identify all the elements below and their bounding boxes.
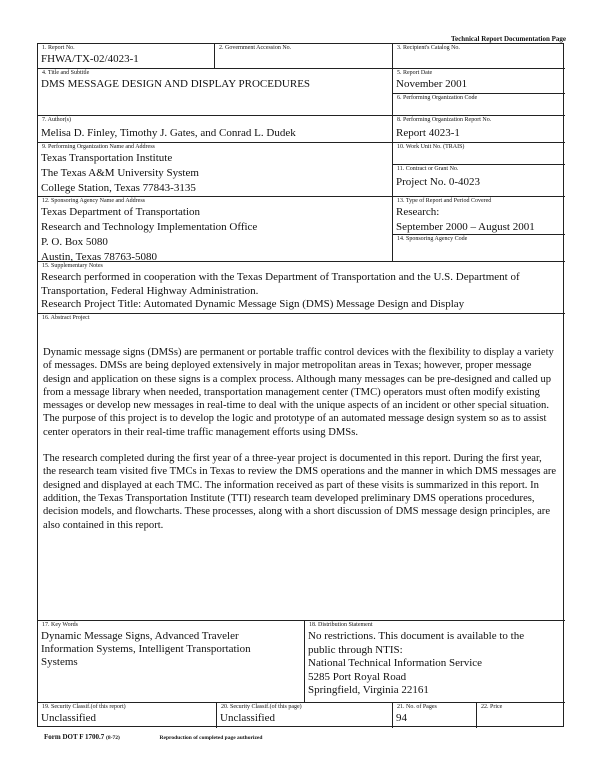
- field-distribution: [304, 620, 565, 702]
- sponsor-line: Research and Technology Implementation Office: [41, 221, 258, 233]
- field-supp-notes: [38, 261, 565, 313]
- label-abstract: 16. Abstract Project: [42, 315, 90, 321]
- label-security-report: 19. Security Classif.(of this report): [42, 704, 126, 710]
- reproduction-note: Reproduction of completed page authorized: [159, 735, 263, 741]
- label-report-type: 13. Type of Report and Period Covered: [397, 198, 492, 204]
- label-key-words: 17. Key Words: [42, 622, 78, 628]
- label-contract-grant: 11. Contract or Grant No.: [397, 166, 459, 172]
- value-authors: Melisa D. Finley, Timothy J. Gates, and Conrad L. Dudek: [41, 127, 296, 139]
- field-pages: [392, 702, 476, 728]
- field-contract-grant: [392, 164, 565, 196]
- distribution-line: Springfield, Virginia 22161: [308, 684, 429, 696]
- field-report-date: [392, 68, 565, 93]
- label-authors: 7. Author(s): [42, 117, 71, 123]
- sponsor-line: Texas Department of Transportation: [41, 206, 201, 218]
- value-distribution: [308, 630, 524, 698]
- field-sponsor: [38, 196, 392, 261]
- label-distribution: 18. Distribution Statement: [309, 622, 373, 628]
- distribution-line: National Technical Information Service: [308, 657, 483, 669]
- label-sponsor-code: 14. Sponsoring Agency Code: [397, 236, 468, 242]
- page-header-title: Technical Report Documentation Page: [450, 35, 566, 43]
- report-type-line: September 2000 – August 2001: [396, 221, 535, 233]
- supp-notes-line: Research Project Title: Automated Dynamic Message Sign (DMS) Message Design and Display: [41, 298, 465, 310]
- field-perf-org-report-no: [392, 115, 565, 142]
- value-perf-org-report-no: Report 4023-1: [396, 127, 460, 139]
- field-report-type: [392, 196, 565, 234]
- report-type-line: Research:: [396, 206, 440, 218]
- field-perf-org-code: [392, 93, 565, 115]
- value-security-page: Unclassified: [220, 712, 275, 724]
- field-recipient-catalog: [392, 44, 565, 68]
- label-supp-notes: 15. Supplementary Notes: [42, 263, 103, 269]
- field-work-unit-no: [392, 142, 565, 164]
- field-gov-accession: [214, 44, 392, 68]
- field-sponsor-code: [392, 234, 565, 261]
- field-security-page: [216, 702, 392, 728]
- value-supp-notes: [41, 271, 520, 312]
- key-words-line: Dynamic Message Signs, Advanced Traveler: [41, 630, 239, 642]
- value-report-no: FHWA/TX-02/4023-1: [41, 53, 139, 65]
- key-words-line: Systems: [41, 656, 78, 668]
- key-words-line: Information Systems, Intelligent Transportation: [41, 643, 251, 655]
- label-perf-org-report-no: 8. Performing Organization Report No.: [397, 117, 492, 123]
- value-title: DMS MESSAGE DESIGN AND DISPLAY PROCEDURES: [41, 78, 311, 90]
- label-pages: 21. No. of Pages: [397, 704, 437, 710]
- value-report-date: November 2001: [396, 78, 468, 90]
- label-recipient-catalog: 3. Recipient's Catalog No.: [397, 45, 460, 51]
- value-perf-org-name: [41, 151, 199, 196]
- label-perf-org-name: 9. Performing Organization Name and Address: [42, 144, 155, 150]
- perf-org-line: The Texas A&M University System: [41, 167, 199, 179]
- label-sponsor: 12. Sponsoring Agency Name and Address: [42, 198, 145, 204]
- value-pages: 94: [396, 712, 407, 724]
- label-work-unit-no: 10. Work Unit No. (TRAIS): [397, 144, 465, 150]
- supp-notes-line: Research performed in cooperation with the Texas Department of Transportation and the U.S. Department of: [41, 271, 520, 283]
- label-perf-org-code: 6. Performing Organization Code: [397, 95, 478, 101]
- abstract-paragraph: Dynamic message signs (DMSs) are permanent or portable traffic control devices with the flexibility to display a variety of messages. DMSs are being deployed extensively in major metropolitan areas in Texas; however, proper message design and application on these signs is a complex process. Although many messages can be pre-designed and called up from a message library when needed, transportation management center (TMC) operators must often modify existing messages or develop new messages in real-time to deal with the unique aspects of an incident or other special situation. The purpose of this project is to develop the logic and prototype of an automated message design system so as to assist center operators in their real-time traffic management efforts using DMSs.: [43, 347, 554, 438]
- abstract-body: [43, 346, 557, 545]
- field-perf-org-name: [38, 142, 392, 196]
- abstract-paragraph: The research completed during the first year of a three-year project is documented in this report. During the first year, the research team visited five TMCs in Texas to review the DMS operations and the manner in which DMS messages are designed and displayed at each TMC. The information received as part of these visits is summarized in this report. In addition, the Texas Transportation Institute (TTI) research team developed preliminary DMS operations procedures, decision models, and flowcharts. These processes, along with a short discussion of DMS message design principles, are also contained in this report.: [43, 453, 557, 531]
- sponsor-line: Austin, Texas 78763-5080: [41, 251, 158, 263]
- field-security-report: [38, 702, 216, 728]
- value-security-report: Unclassified: [41, 712, 96, 724]
- value-contract-grant: Project No. 0-4023: [396, 176, 481, 188]
- field-report-no: [38, 44, 214, 68]
- field-authors: [38, 115, 392, 142]
- distribution-line: 5285 Port Royal Road: [308, 670, 407, 683]
- label-report-no: 1. Report No.: [42, 45, 75, 51]
- distribution-line: No restrictions. This document is available to the: [308, 630, 525, 642]
- field-key-words: [38, 620, 304, 702]
- form-revision: (8-72): [106, 735, 120, 741]
- label-title: 4. Title and Subtitle: [42, 70, 90, 76]
- distribution-line: public through NTIS:: [308, 643, 403, 656]
- sponsor-line: P. O. Box 5080: [41, 236, 108, 248]
- label-price: 22. Price: [481, 704, 503, 710]
- label-security-page: 20. Security Classif.(of this page): [221, 704, 302, 710]
- label-report-date: 5. Report Date: [397, 70, 433, 76]
- perf-org-line: Texas Transportation Institute: [41, 152, 173, 164]
- value-sponsor: [41, 205, 257, 265]
- field-abstract: [38, 313, 565, 620]
- value-report-type: [396, 205, 535, 235]
- perf-org-line: College Station, Texas 77843-3135: [41, 182, 196, 194]
- form-footer: [44, 733, 262, 741]
- report-documentation-form: [37, 43, 564, 727]
- label-gov-accession: 2. Government Accession No.: [219, 45, 292, 51]
- supp-notes-line: Transportation, Federal Highway Administration.: [41, 284, 259, 297]
- value-key-words: [41, 630, 251, 669]
- field-price: [476, 702, 565, 728]
- form-number: Form DOT F 1700.7: [44, 733, 105, 741]
- field-title: [38, 68, 392, 115]
